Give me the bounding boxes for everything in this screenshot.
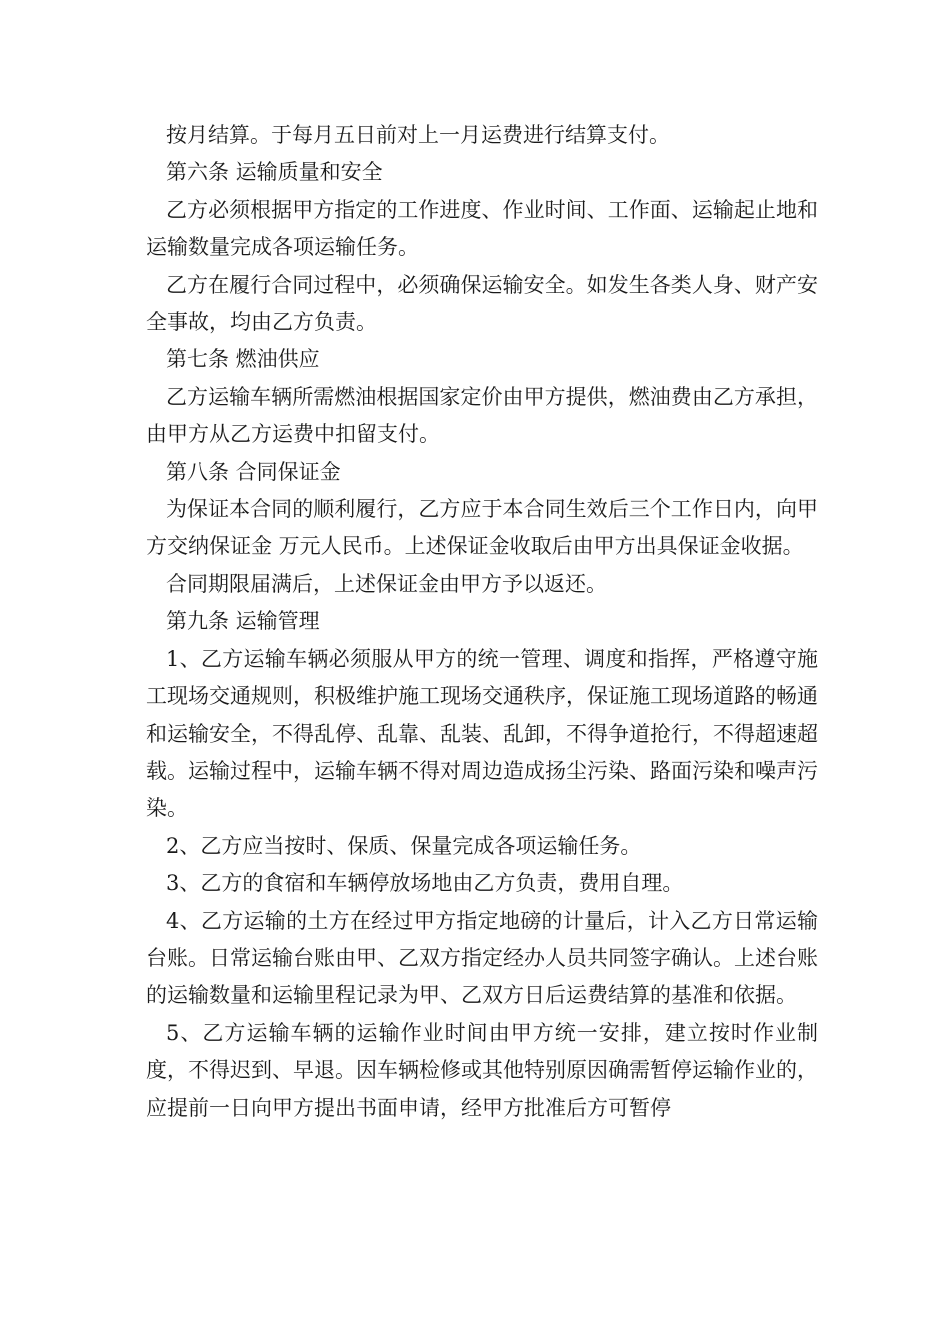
paragraph-transport-tasks: 乙方必须根据甲方指定的工作进度、作业时间、工作面、运输起止地和运输数量完成各项运输任务。 <box>146 197 818 260</box>
article-9-heading: 第九条 运输管理 <box>166 609 320 634</box>
article-6-heading: 第六条 运输质量和安全 <box>166 160 383 185</box>
list-item-4: 4、乙方运输的土方在经过甲方指定地磅的计量后，计入乙方日常运输台账。日常运输台账由甲、乙双方指定经办人员共同签字确认。上述台账的运输数量和运输里程记录为甲、乙双方日后运费结算的基准和依据。 <box>146 908 818 1008</box>
paragraph-settlement: 按月结算。于每月五日前对上一月运费进行结算支付。 <box>166 123 670 147</box>
paragraph-deposit-return: 合同期限届满后，上述保证金由甲方予以返还。 <box>166 571 607 596</box>
article-8-heading: 第八条 合同保证金 <box>166 459 341 484</box>
list-item-5: 5、乙方运输车辆的运输作业时间由甲方统一安排，建立按时作业制度，不得迟到、早退。因车辆检修或其他特别原因确需暂停运输作业的，应提前一日向甲方提出书面申请，经甲方批准后方可暂停 <box>146 1020 818 1120</box>
paragraph-transport-safety: 乙方在履行合同过程中，必须确保运输安全。如发生各类人身、财产安全事故，均由乙方负责。 <box>146 272 818 335</box>
document-page <box>146 117 818 1127</box>
paragraph-fuel-supply: 乙方运输车辆所需燃油根据国家定价由甲方提供，燃油费由乙方承担，由甲方从乙方运费中扣留支付。 <box>146 384 818 447</box>
list-item-1: 1、乙方运输车辆必须服从甲方的统一管理、调度和指挥，严格遵守施工现场交通规则，积极维护施工现场交通秩序，保证施工现场道路的畅通和运输安全，不得乱停、乱靠、乱装、乱卸，不得争道抢行，不得超速超载。运输过程中，运输车辆不得对周边造成扬尘污染、路面污染和噪声污染。 <box>146 646 818 821</box>
article-7-heading: 第七条 燃油供应 <box>166 347 320 372</box>
list-item-2: 2、乙方应当按时、保质、保量完成各项运输任务。 <box>166 833 642 858</box>
paragraph-deposit: 为保证本合同的顺利履行，乙方应于本合同生效后三个工作日内，向甲方交纳保证金 万元人民币。上述保证金收取后由甲方出具保证金收据。 <box>146 497 818 559</box>
list-item-3: 3、乙方的食宿和车辆停放场地由乙方负责，费用自理。 <box>166 871 684 896</box>
